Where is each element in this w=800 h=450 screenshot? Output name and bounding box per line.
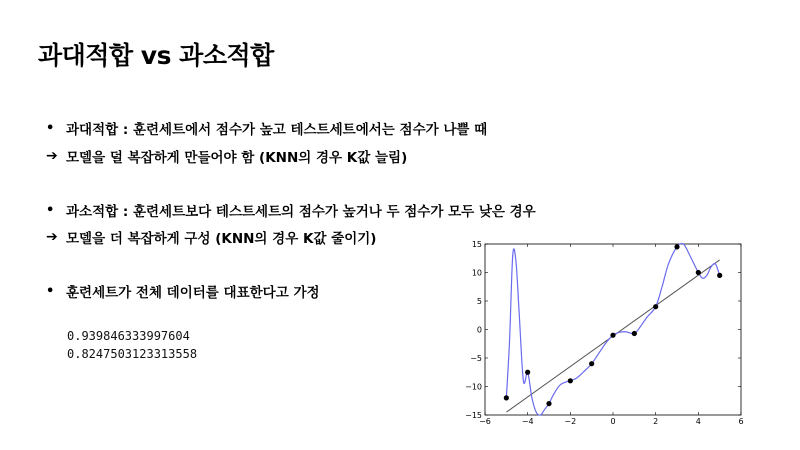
data-point [717,273,722,278]
y-tick-label: 10 [471,268,482,278]
x-tick-label: −4 [521,417,534,426]
data-point [568,378,573,383]
bullet-overfitting [46,118,487,138]
code-output-line: 0.8247503123313558 [67,347,198,361]
bullet-assumption [46,281,320,301]
data-point [674,244,679,249]
bullet-text: 과소적합 : 훈련세트보다 테스트세트의 점수가 높거나 두 점수가 모두 낮은 경우 [66,204,536,220]
data-point [632,331,637,336]
x-tick-label: 2 [653,417,659,426]
data-point [653,304,658,309]
arrow-text: 모델을 더 복잡하게 구성 (KNN의 경우 K값 줄이기) [66,231,377,247]
data-point [504,395,509,400]
bullet-marker: • [46,202,55,218]
arrow-right-icon: ➔ [46,229,58,245]
slide-title: 과대적합 vs 과소적합 [38,41,274,70]
data-point [610,333,615,338]
arrow-text: 모델을 덜 복잡하게 만들어야 함 (KNN의 경우 K값 늘림) [66,150,408,166]
y-tick-label: 5 [476,297,482,306]
bullet-text: 과대적합 : 훈련세트에서 점수가 높고 테스트세트에서는 점수가 나쁠 때 [66,122,488,138]
x-tick-label: −2 [564,417,577,426]
data-point [589,361,594,366]
x-tick-label: 6 [738,417,744,426]
code-output-line: 0.939846333997604 [67,329,190,343]
arrow-underfitting-remedy [46,227,376,247]
y-tick-label: −5 [470,354,482,363]
x-tick-label: −6 [479,417,491,426]
y-tick-label: 0 [476,325,482,335]
x-tick-label: 0 [610,417,616,426]
data-point [696,270,701,275]
plot-frame [485,244,741,415]
bullet-text: 훈련세트가 전체 데이터를 대표한다고 가정 [66,285,320,301]
y-tick-label: −10 [465,382,482,392]
arrow-overfitting-remedy [46,146,407,166]
y-tick-label: 15 [471,240,482,249]
bullet-underfitting [46,200,536,220]
fit-plot [463,236,753,432]
data-point [546,401,551,406]
bullet-marker: • [46,283,55,299]
x-tick-label: 4 [695,417,701,426]
y-tick-label: −15 [465,411,482,420]
bullet-marker: • [46,120,55,136]
arrow-right-icon: ➔ [46,148,58,164]
data-point [525,370,530,375]
